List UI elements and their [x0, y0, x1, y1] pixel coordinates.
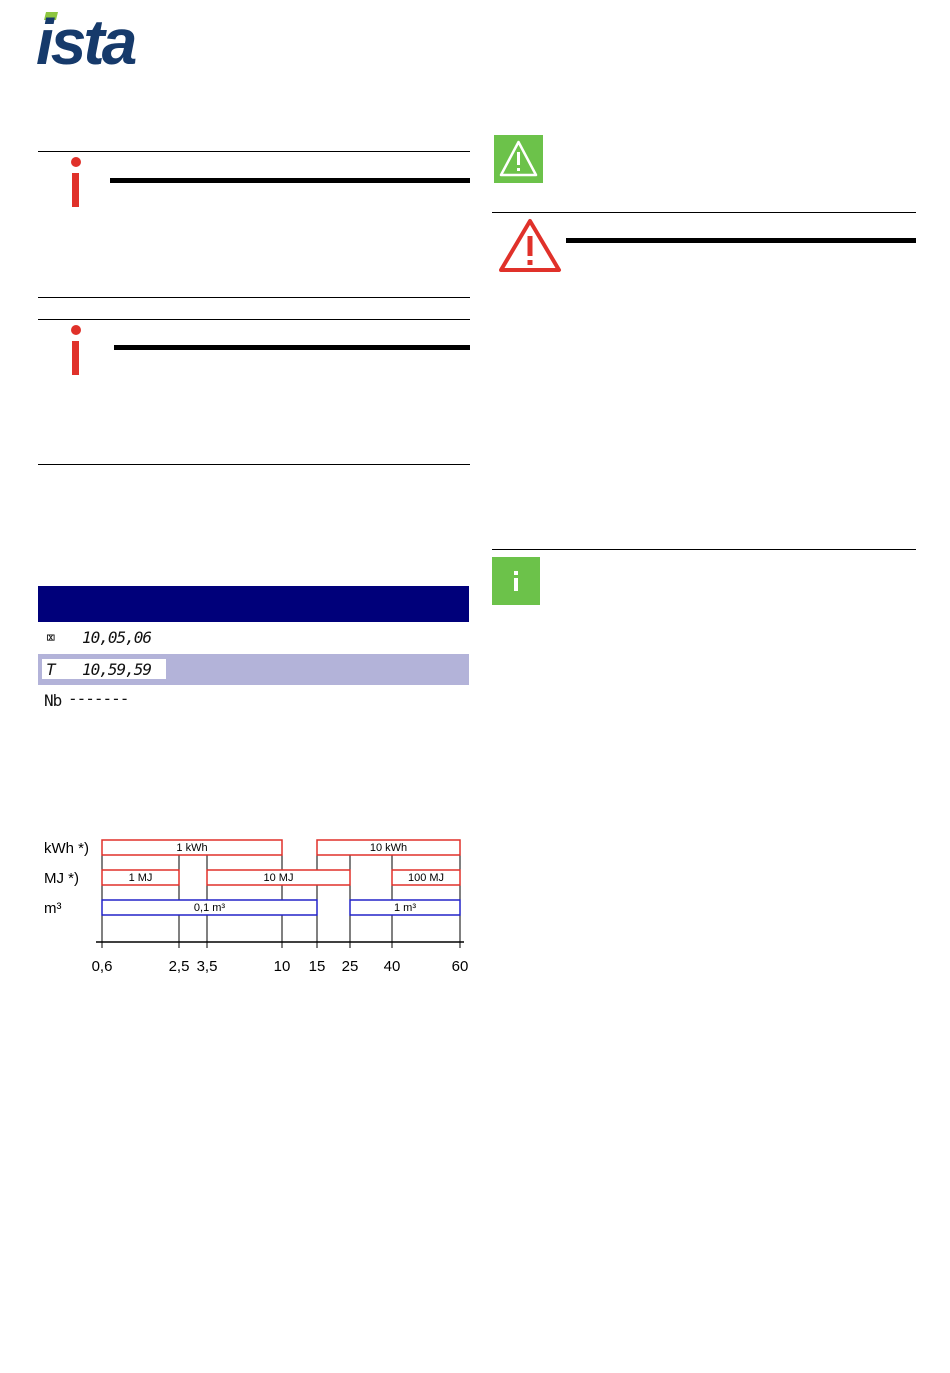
info-icon	[492, 557, 540, 605]
display-table-header	[38, 586, 469, 622]
resolution-chart	[40, 830, 470, 980]
danger-heading-rule	[566, 238, 916, 243]
segment-label: 10 MJ	[263, 872, 294, 884]
segment-label: 100 MJ	[407, 872, 445, 884]
note2-bottom-rule	[38, 464, 470, 465]
x-tick-label: 0,6	[91, 958, 113, 975]
row-label: m³	[44, 900, 62, 917]
display-row-highlighted	[38, 654, 469, 685]
x-tick-label: 40	[383, 958, 401, 975]
display-value: 10,59,59	[82, 660, 152, 679]
x-tick-label: 15	[308, 958, 326, 975]
warning-triangle-icon	[494, 135, 543, 183]
info-i-icon	[70, 325, 82, 381]
display-row	[38, 687, 469, 715]
display-value: 10,05,06	[82, 628, 152, 647]
segment-label: 0,1 m³	[193, 902, 226, 914]
chart-svg	[40, 830, 470, 980]
segment-label: 1 kWh	[176, 842, 208, 854]
x-tick-label: 2,5	[168, 958, 190, 975]
row-label: MJ *)	[44, 870, 79, 887]
display-row	[38, 623, 469, 653]
display-symbol: ⌧	[46, 628, 55, 647]
row-label: kWh *)	[44, 840, 89, 857]
danger-top-rule	[492, 212, 916, 213]
note1-bottom-rule	[38, 297, 470, 298]
logo-graphic	[36, 4, 186, 70]
note1-heading-rule	[110, 178, 470, 183]
segment-label: 1 MJ	[128, 872, 153, 884]
info-i-icon	[70, 157, 82, 213]
ista-logo	[36, 4, 186, 70]
display-value: -------	[68, 689, 129, 708]
danger-triangle-icon	[499, 217, 563, 273]
hint-top-rule	[492, 549, 916, 550]
segment-label: 1 m³	[394, 902, 416, 914]
display-symbol: Nb	[44, 691, 62, 710]
segment-label: 10 kWh	[369, 842, 408, 854]
display-table	[38, 586, 469, 716]
x-tick-label: 10	[273, 958, 291, 975]
x-tick-label: 25	[341, 958, 359, 975]
svg-text:ista: ista	[36, 6, 135, 70]
note2-top-rule	[38, 319, 470, 320]
display-symbol: T	[46, 660, 55, 679]
note1-top-rule	[38, 151, 470, 152]
x-tick-label: 60	[451, 958, 469, 975]
x-tick-label: 3,5	[196, 958, 218, 975]
note2-heading-rule	[114, 345, 470, 350]
